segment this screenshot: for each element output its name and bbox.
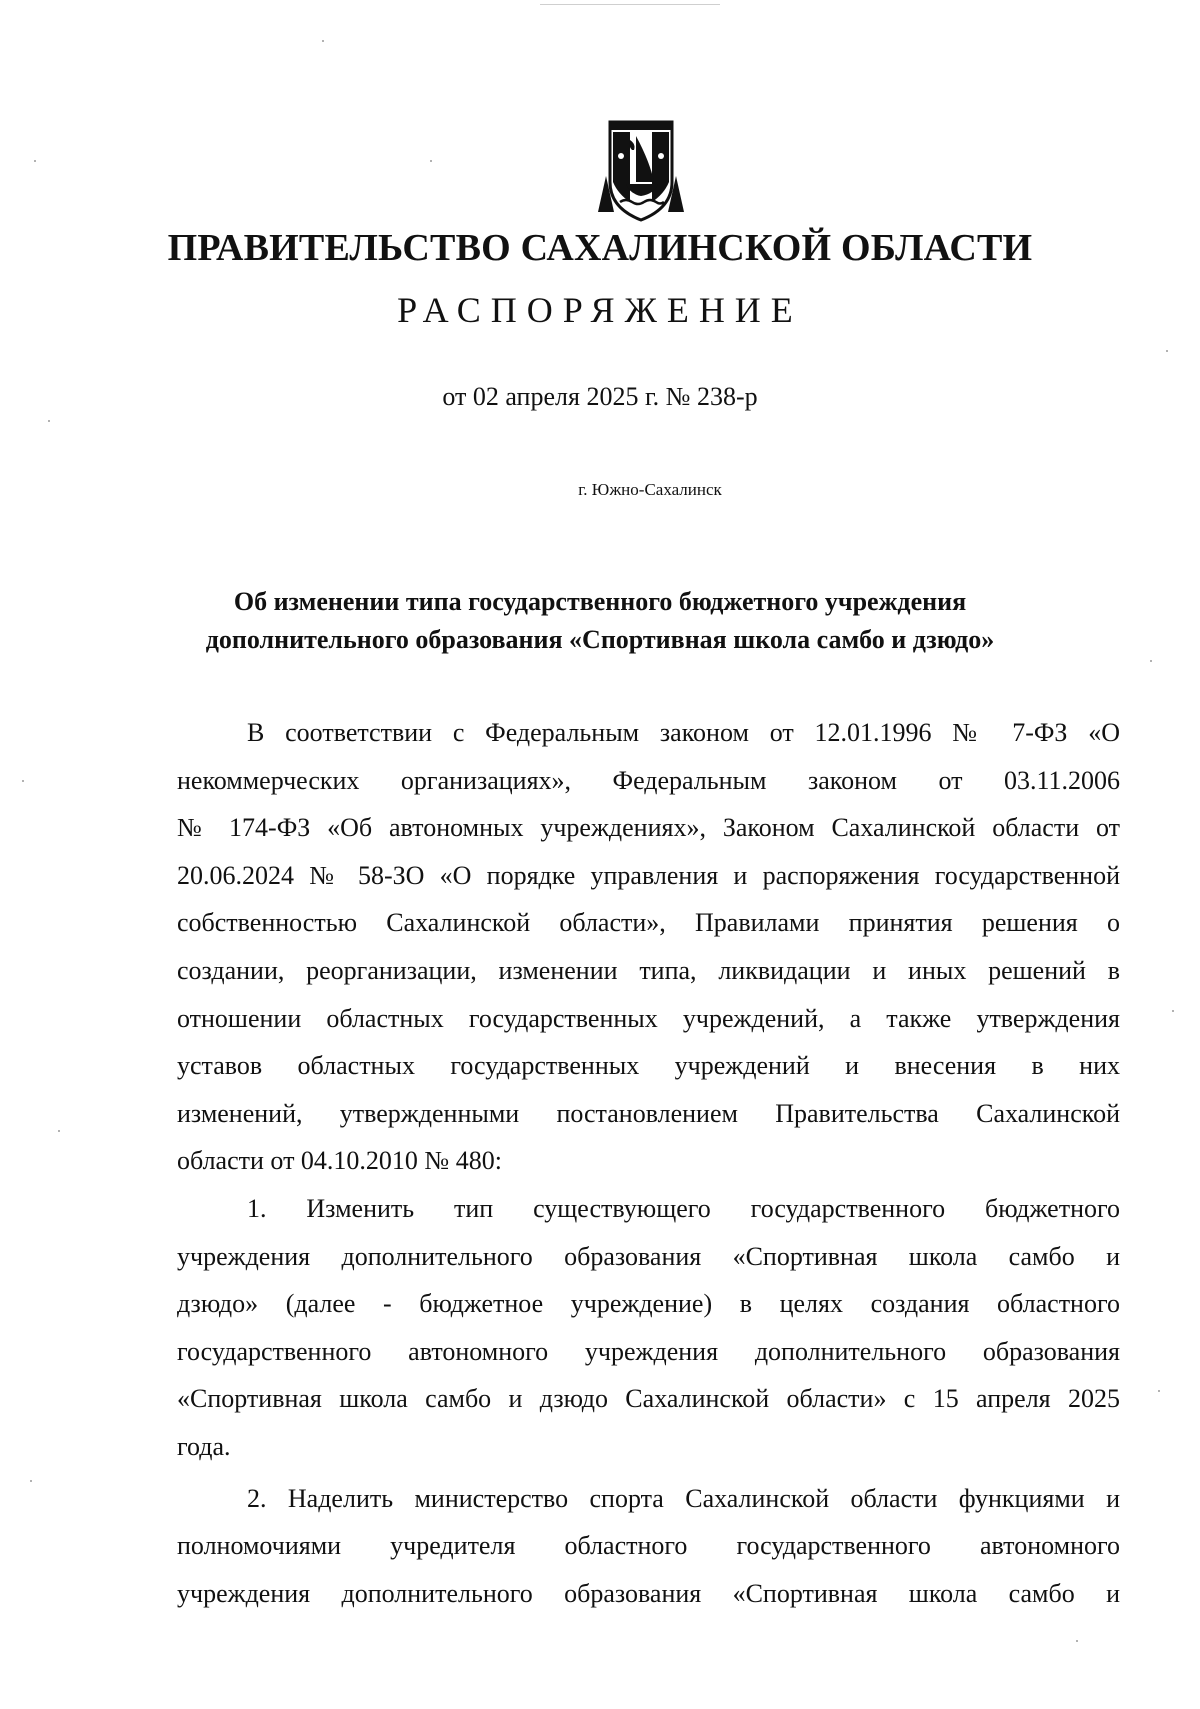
preamble-line: № 174-ФЗ «Об автономных учреждениях», Законом Сахалинской области от — [177, 813, 1120, 843]
scan-speck — [48, 420, 50, 422]
item1-line: дзюдо» (далее - бюджетное учреждение) в целях создания областного — [177, 1289, 1120, 1319]
item1-line: 1. Изменить тип существующего государственного бюджетного — [247, 1193, 1120, 1223]
scan-speck — [30, 1480, 32, 1482]
preamble-line: создании, реорганизации, изменении типа, ликвидации и иных решений в — [177, 955, 1120, 985]
scan-speck — [22, 780, 24, 782]
preamble-line: уставов областных государственных учреждений и внесения в них — [177, 1051, 1120, 1081]
document-body — [177, 713, 1120, 1621]
preamble-line: изменений, утвержденными постановлением Правительства Сахалинской — [177, 1098, 1120, 1128]
item2-line: полномочиями учредителя областного государственного автономного — [177, 1531, 1120, 1561]
item1-line: государственного автономного учреждения дополнительного образования — [177, 1336, 1120, 1366]
item1-line: года. — [177, 1431, 231, 1461]
document-type-title: РАСПОРЯЖЕНИЕ — [397, 290, 803, 330]
preamble-line: области от 04.10.2010 № 480: — [177, 1146, 502, 1176]
document-subject — [150, 583, 1050, 659]
scan-speck — [58, 1130, 60, 1132]
item2-line: 2. Наделить министерство спорта Сахалинской области функциями и — [247, 1483, 1120, 1513]
scan-speck — [1150, 660, 1152, 662]
item1-line: учреждения дополнительного образования «Спортивная школа самбо и — [177, 1241, 1120, 1271]
scan-speck — [322, 40, 324, 42]
preamble-line: некоммерческих организациях», Федеральным законом от 03.11.2006 — [177, 765, 1120, 795]
preamble-line: 20.06.2024 № 58-ЗО «О порядке управления и распоряжения государственной — [177, 860, 1120, 890]
document-date-number: от 02 апреля 2025 г. № 238-р — [442, 382, 758, 411]
subject-line: дополнительного образования «Спортивная школа самбо и дзюдо» — [205, 625, 995, 654]
coat-of-arms-icon — [596, 116, 686, 226]
item2-line: учреждения дополнительного образования «Спортивная школа самбо и — [177, 1578, 1120, 1608]
scan-speck — [1076, 1640, 1078, 1642]
document-city: г. Южно-Сахалинск — [578, 480, 722, 499]
preamble-line: В соответствии с Федеральным законом от 12.01.1996 № 7-ФЗ «О — [247, 718, 1120, 747]
scan-top-rule — [540, 4, 720, 5]
preamble-line: отношении областных государственных учреждений, а также утверждения — [177, 1003, 1120, 1033]
scan-speck — [1158, 1390, 1160, 1392]
scan-speck — [1166, 350, 1168, 352]
preamble-line: собственностью Сахалинской области», Правилами принятия решения о — [177, 908, 1120, 938]
item1-line: «Спортивная школа самбо и дзюдо Сахалинской области» с 15 апреля 2025 — [177, 1384, 1120, 1414]
organization-title: ПРАВИТЕЛЬСТВО САХАЛИНСКОЙ ОБЛАСТИ — [167, 227, 1033, 269]
scan-speck — [1172, 1010, 1174, 1012]
scan-speck — [34, 160, 36, 162]
scan-speck — [430, 160, 432, 162]
subject-line: Об изменении типа государственного бюджетного учреждения — [233, 587, 967, 616]
